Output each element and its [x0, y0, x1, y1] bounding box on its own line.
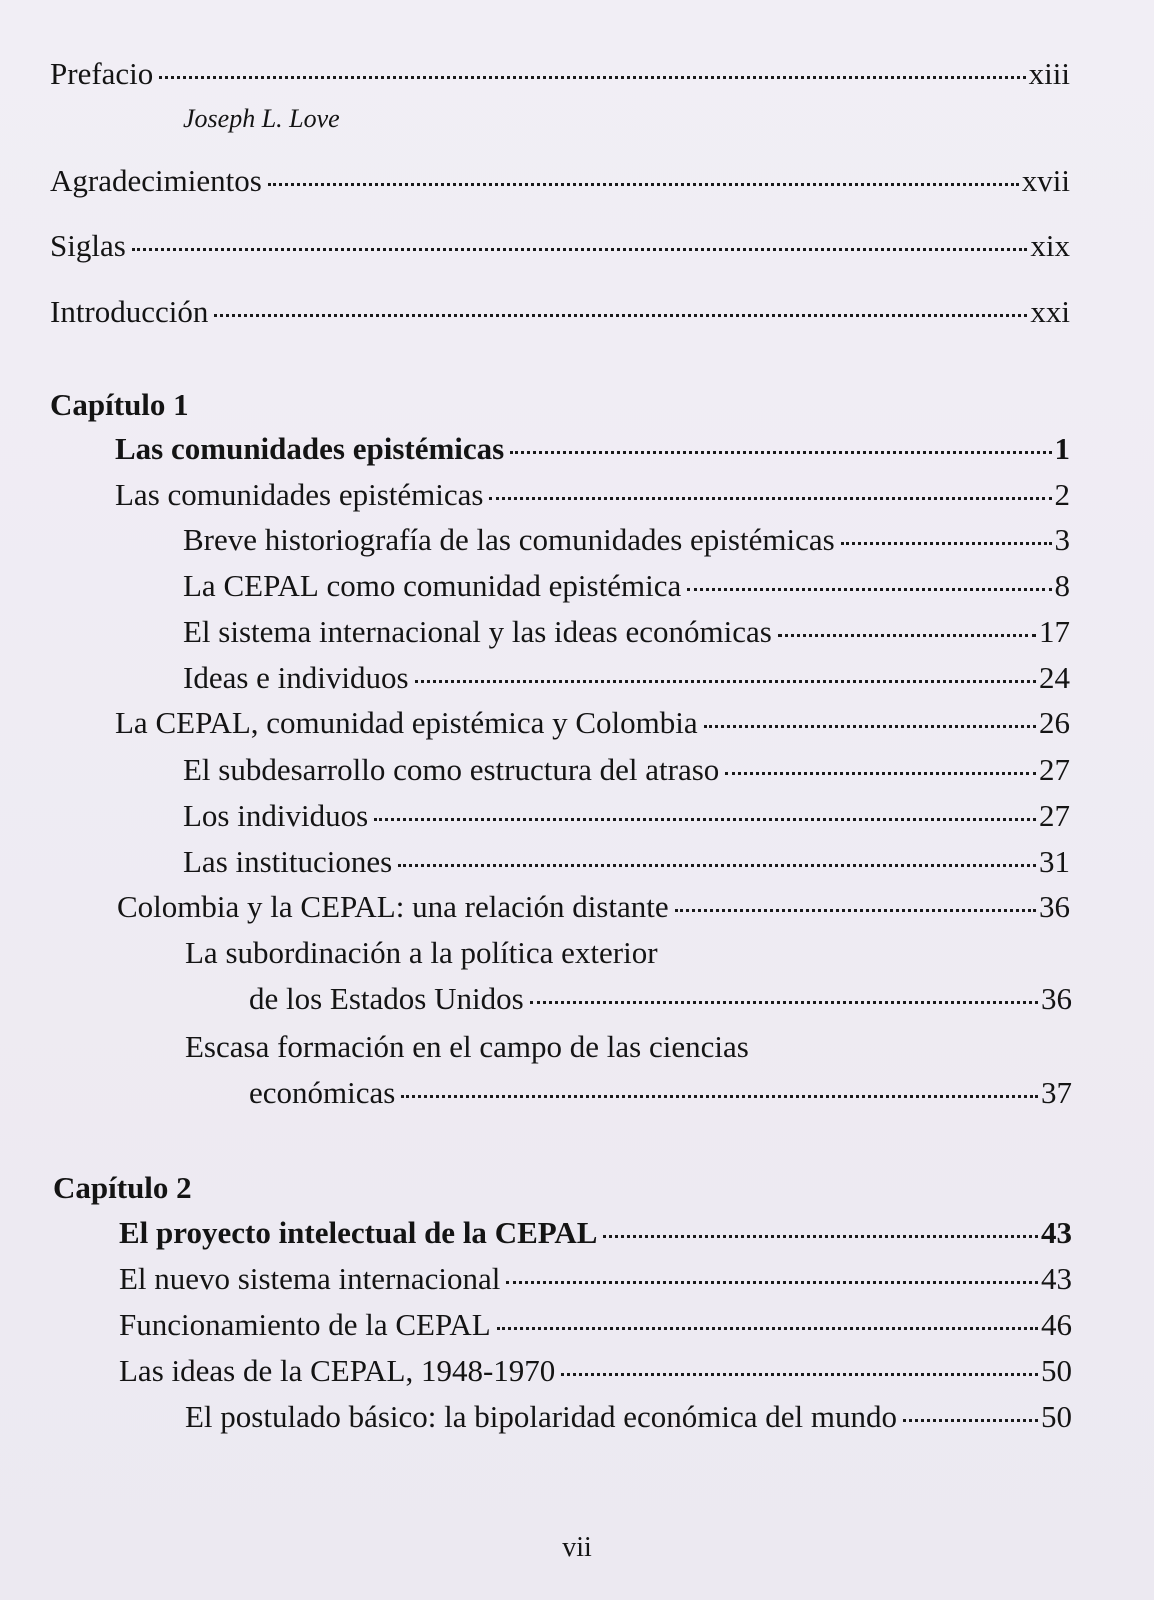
- toc-entry: [185, 1398, 1072, 1436]
- toc-entry-page: 3: [1054, 522, 1070, 557]
- toc-entry-label: Funcionamiento de la CEPAL: [119, 1307, 491, 1342]
- toc-entry-page: 2: [1054, 477, 1070, 512]
- toc-entry-label: Siglas: [50, 228, 126, 263]
- toc-entry-page: 43: [1041, 1215, 1072, 1250]
- toc-entry-label: La CEPAL, comunidad epistémica y Colombia: [115, 705, 698, 740]
- toc-entry-label: Las comunidades epistémicas: [115, 477, 484, 512]
- toc-entry: [183, 613, 1070, 651]
- toc-entry: [183, 843, 1070, 881]
- toc-entry: [249, 980, 1072, 1018]
- chapter-2-heading: Capítulo 2: [53, 1170, 192, 1205]
- chapter-1-title: [115, 430, 1070, 468]
- toc-entry-label: Las ideas de la CEPAL, 1948-1970: [119, 1353, 556, 1388]
- toc-entry: [183, 567, 1070, 605]
- toc-entry-page: 26: [1039, 705, 1070, 740]
- toc-entry-page: 27: [1039, 798, 1070, 833]
- leader-dots: [603, 1235, 1038, 1238]
- toc-entry-label: Las comunidades epistémicas: [115, 431, 505, 466]
- toc-entry: [115, 476, 1070, 514]
- toc-entry-label: El proyecto intelectual de la CEPAL: [119, 1215, 598, 1250]
- toc-entry: [249, 1074, 1072, 1112]
- toc-entry-label: El postulado básico: la bipolaridad económica del mundo: [185, 1399, 897, 1434]
- toc-entry-page: 8: [1054, 568, 1070, 603]
- toc-entry: [115, 704, 1070, 742]
- leader-dots: [903, 1419, 1038, 1422]
- chapter-1-heading: Capítulo 1: [50, 387, 189, 422]
- leader-dots: [398, 864, 1036, 867]
- toc-entry-label-line2: económicas: [249, 1075, 396, 1110]
- leader-dots: [497, 1327, 1038, 1330]
- leader-dots: [675, 909, 1036, 912]
- preface-author: Joseph L. Love: [183, 104, 340, 133]
- toc-entry-label: Agradecimientos: [50, 163, 262, 198]
- toc-entry-page: 43: [1041, 1261, 1072, 1296]
- toc-entry: [117, 888, 1070, 926]
- toc-entry-label: La CEPAL como comunidad epistémica: [183, 568, 682, 603]
- toc-entry-label: Introducción: [50, 294, 209, 329]
- toc-entry-page: 24: [1039, 660, 1070, 695]
- leader-dots: [510, 451, 1051, 454]
- toc-entry-agradecimientos: [50, 162, 1070, 200]
- leader-dots: [841, 542, 1052, 545]
- leader-dots: [687, 588, 1051, 591]
- leader-dots: [268, 183, 1019, 186]
- leader-dots: [401, 1095, 1038, 1098]
- toc-entry-page: 50: [1041, 1353, 1072, 1388]
- leader-dots: [530, 1001, 1038, 1004]
- leader-dots: [561, 1373, 1038, 1376]
- toc-entry-page: 50: [1041, 1399, 1072, 1434]
- leader-dots: [159, 76, 1025, 79]
- toc-entry-label: El subdesarrollo como estructura del atraso: [183, 752, 720, 787]
- leader-dots: [132, 248, 1028, 251]
- leader-dots: [489, 497, 1051, 500]
- toc-entry-page: xxi: [1030, 294, 1070, 329]
- toc-entry: [119, 1306, 1072, 1344]
- toc-entry: [183, 751, 1070, 789]
- toc-entry-label: Colombia y la CEPAL: una relación distante: [117, 889, 669, 924]
- toc-entry: [183, 797, 1070, 835]
- toc-entry-label: El nuevo sistema internacional: [119, 1261, 501, 1296]
- toc-entry-siglas: [50, 227, 1070, 265]
- toc-entry-label: Las instituciones: [183, 844, 393, 879]
- toc-entry-label: Breve historiografía de las comunidades epistémicas: [183, 522, 835, 557]
- toc-entry-page: 46: [1041, 1307, 1072, 1342]
- toc-entry-prefacio: [50, 55, 1070, 93]
- toc-entry-label: El sistema internacional y las ideas económicas: [183, 614, 772, 649]
- leader-dots: [506, 1281, 1038, 1284]
- toc-entry-page: 27: [1039, 752, 1070, 787]
- chapter-2-title: [119, 1214, 1072, 1252]
- toc-entry-page: 31: [1039, 844, 1070, 879]
- toc-entry: [119, 1352, 1072, 1390]
- toc-entry: [183, 659, 1070, 697]
- leader-dots: [214, 314, 1027, 317]
- toc-entry-label-line1: La subordinación a la política exterior: [185, 935, 658, 970]
- toc-entry-label-line1: Escasa formación en el campo de las ciencias: [185, 1029, 749, 1064]
- toc-entry-page: 17: [1039, 614, 1070, 649]
- toc-entry-page: 36: [1041, 981, 1072, 1016]
- leader-dots: [374, 818, 1036, 821]
- toc-entry-page: xix: [1030, 228, 1070, 263]
- toc-entry-introduccion: [50, 293, 1070, 331]
- page-number: vii: [562, 1532, 592, 1563]
- toc-entry-page: 37: [1041, 1075, 1072, 1110]
- toc-entry: [119, 1260, 1072, 1298]
- toc-entry-label: Prefacio: [50, 56, 154, 91]
- toc-entry-page: 1: [1054, 431, 1070, 466]
- leader-dots: [778, 634, 1036, 637]
- toc-entry-label: Los individuos: [183, 798, 369, 833]
- toc-entry-label: Ideas e individuos: [183, 660, 409, 695]
- toc-entry: [183, 521, 1070, 559]
- toc-entry-page: xiii: [1028, 56, 1070, 91]
- toc-entry-page: xvii: [1021, 163, 1070, 198]
- leader-dots: [725, 772, 1036, 775]
- leader-dots: [704, 725, 1036, 728]
- toc-entry-label-line2: de los Estados Unidos: [249, 981, 524, 1016]
- leader-dots: [415, 680, 1036, 683]
- toc-entry-page: 36: [1039, 889, 1070, 924]
